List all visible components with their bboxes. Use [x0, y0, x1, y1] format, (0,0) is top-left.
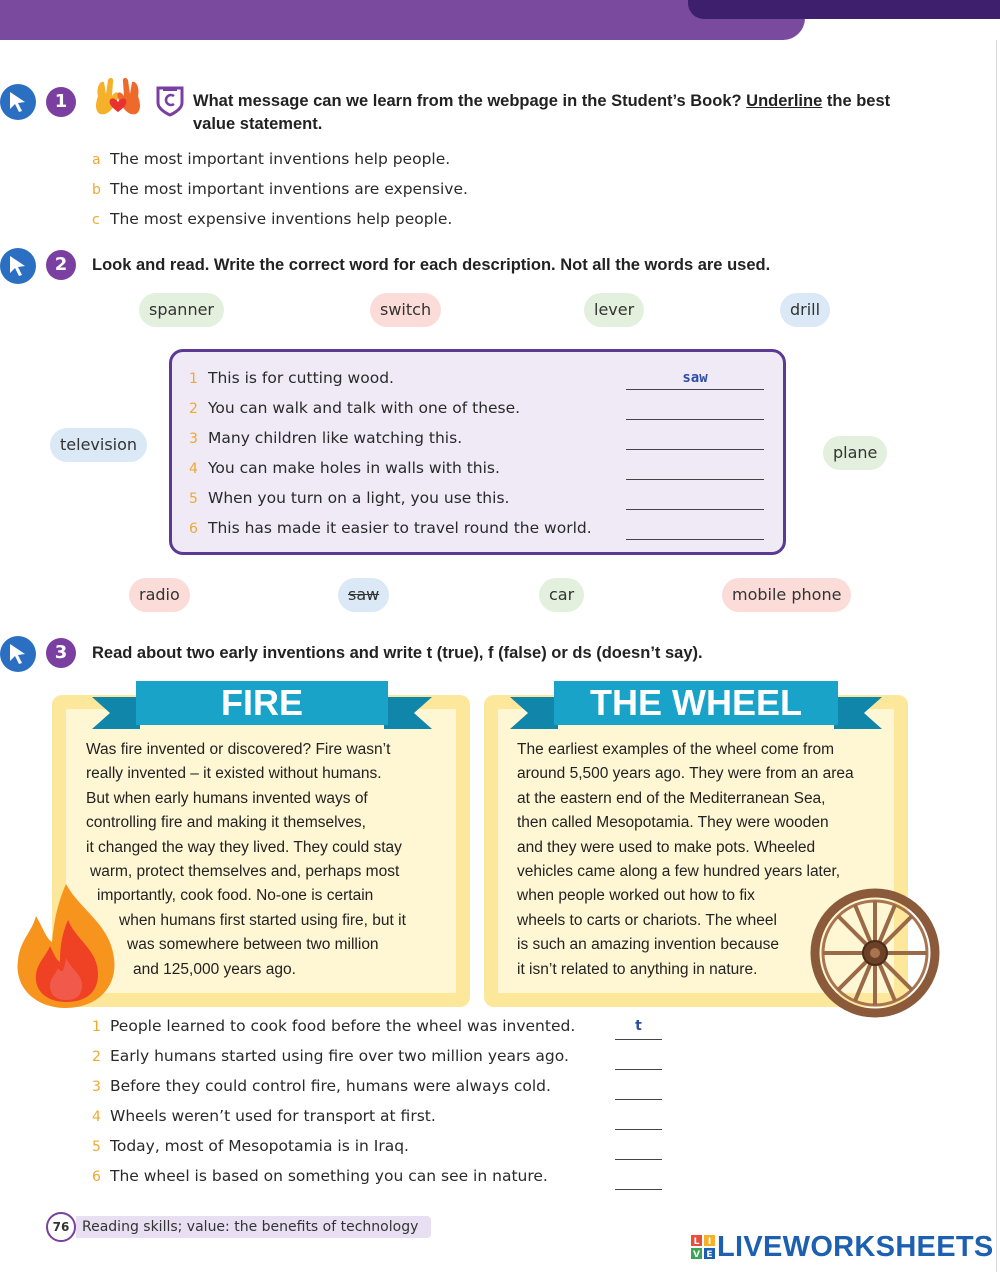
- wheel-text-line: around 5,500 years ago. They were from an area: [517, 765, 854, 782]
- fire-text-line: importantly, cook food. No-one is certain: [97, 887, 374, 904]
- word-television: television: [50, 428, 147, 462]
- wheel-text-line: it isn’t related to anything in nature.: [517, 961, 758, 978]
- answer-field[interactable]: saw: [626, 370, 764, 390]
- answer-field[interactable]: [626, 490, 764, 510]
- liveworksheets-logo: [690, 1230, 994, 1264]
- question-row: 2 Early humans started using fire over two million years ago.: [92, 1047, 569, 1065]
- option-a[interactable]: a The most important inventions help people.: [92, 150, 451, 168]
- exercise3-instruction: Read about two early inventions and write t (true), f (false) or ds (doesn’t say).: [92, 644, 703, 662]
- value-badge-icon: [155, 85, 185, 117]
- liveworksheets-logo-icon: [690, 1234, 716, 1260]
- description-row: 1 This is for cutting wood.: [189, 369, 394, 387]
- hands-heart-icon: [90, 76, 146, 120]
- wheel-text-line: and they were used to make pots. Wheeled: [517, 839, 816, 856]
- answer-field[interactable]: t: [615, 1018, 662, 1040]
- word-lever: lever: [584, 293, 644, 327]
- exercise-number: 1: [46, 87, 76, 117]
- option-b[interactable]: b The most important inventions are expensive.: [92, 180, 468, 198]
- answer-field[interactable]: [626, 460, 764, 480]
- pointer-cursor-icon: [0, 84, 36, 120]
- pointer-cursor-icon: [0, 248, 36, 284]
- answer-field[interactable]: [626, 400, 764, 420]
- wheel-text-line: The earliest examples of the wheel come from: [517, 741, 835, 758]
- page-number: 76: [46, 1212, 76, 1242]
- wheel-text-line: when people worked out how to fix: [517, 887, 755, 904]
- fire-text-line: warm, protect themselves and, perhaps most: [90, 863, 400, 880]
- wheel-text-line: wheels to carts or chariots. The wheel: [517, 912, 777, 929]
- word-mobile-phone: mobile phone: [722, 578, 851, 612]
- svg-text:L: L: [693, 1237, 700, 1247]
- answer-field[interactable]: [626, 520, 764, 540]
- description-row: 2 You can walk and talk with one of these.: [189, 399, 521, 417]
- exercise-number: 2: [46, 250, 76, 280]
- flame-icon: [10, 880, 122, 1012]
- svg-text:V: V: [693, 1250, 700, 1260]
- word-switch: switch: [370, 293, 441, 327]
- svg-text:E: E: [706, 1250, 713, 1260]
- question-row: 6 The wheel is based on something you can see in nature.: [92, 1167, 548, 1185]
- fire-title: FIRE: [220, 682, 303, 723]
- description-row: 6 This has made it easier to travel round the world.: [189, 519, 592, 537]
- liveworksheets-wordmark: LIVEWORKSHEETS: [717, 1230, 994, 1263]
- wheel-text-line: at the eastern end of the Mediterranean Sea,: [517, 790, 826, 807]
- question-row: 5 Today, most of Mesopotamia is in Iraq.: [92, 1137, 409, 1155]
- word-saw: saw: [338, 578, 389, 612]
- word-drill: drill: [780, 293, 830, 327]
- description-row: 5 When you turn on a light, you use this.: [189, 489, 510, 507]
- exercise2-instruction: Look and read. Write the correct word for each description. Not all the words are used.: [92, 256, 771, 274]
- question-row: 3 Before they could control fire, humans were always cold.: [92, 1077, 551, 1095]
- option-c[interactable]: c The most expensive inventions help people.: [92, 210, 453, 228]
- word-car: car: [539, 578, 584, 612]
- description-row: 4 You can make holes in walls with this.: [189, 459, 500, 477]
- word-radio: radio: [129, 578, 190, 612]
- svg-text:I: I: [707, 1237, 712, 1247]
- exercise-number: 3: [46, 638, 76, 668]
- wheel-title: THE WHEEL: [590, 682, 802, 723]
- word-plane: plane: [823, 436, 887, 470]
- answer-field[interactable]: [615, 1078, 662, 1100]
- fire-text-line: it changed the way they lived. They could stay: [86, 839, 402, 856]
- question-row: 4 Wheels weren’t used for transport at first.: [92, 1107, 436, 1125]
- description-row: 3 Many children like watching this.: [189, 429, 463, 447]
- wheel-text-line: vehicles came along a few hundred years later,: [517, 863, 841, 880]
- header-accent: [688, 0, 1000, 19]
- wooden-wheel-icon: [808, 886, 942, 1020]
- answer-field[interactable]: [615, 1048, 662, 1070]
- answer-field[interactable]: [615, 1108, 662, 1130]
- fire-text-line: was somewhere between two million: [127, 936, 379, 953]
- answer-field[interactable]: [615, 1138, 662, 1160]
- word-spanner: spanner: [139, 293, 224, 327]
- answer-field[interactable]: [615, 1168, 662, 1190]
- answer-field[interactable]: [626, 430, 764, 450]
- header-bar: [0, 0, 805, 40]
- fire-text-line: controlling fire and making it themselves,: [86, 814, 366, 831]
- fire-text-line: when humans first started using fire, but it: [119, 912, 406, 929]
- footer-caption: Reading skills; value: the benefits of technology: [76, 1216, 431, 1238]
- fire-text-line: But when early humans invented ways of: [86, 790, 368, 807]
- exercise1-instruction: What message can we learn from the webpage in the Student’s Book? Underline the best value statement.: [193, 92, 891, 133]
- fire-text-line: Was fire invented or discovered? Fire wasn’t: [86, 741, 391, 758]
- page-edge: [996, 40, 997, 1272]
- wheel-text-line: then called Mesopotamia. They were wooden: [517, 814, 829, 831]
- fire-text-line: and 125,000 years ago.: [133, 961, 296, 978]
- pointer-cursor-icon: [0, 636, 36, 672]
- question-row: 1 People learned to cook food before the wheel was invented.: [92, 1017, 576, 1035]
- wheel-text-line: is such an amazing invention because: [517, 936, 779, 953]
- fire-text-line: really invented – it existed without humans.: [86, 765, 382, 782]
